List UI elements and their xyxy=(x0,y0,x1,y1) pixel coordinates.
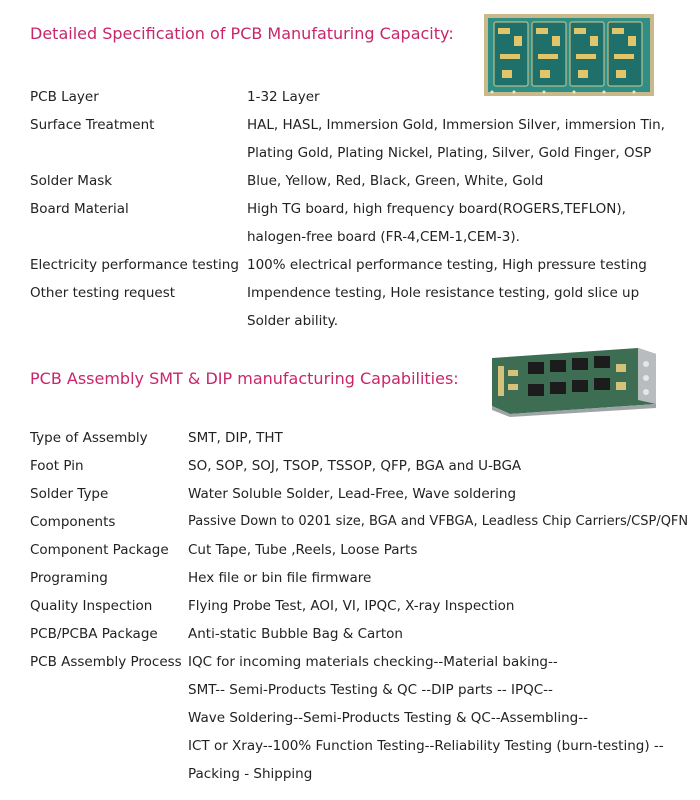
spec-value-solder-mask: Blue, Yellow, Red, Black, Green, White, Gold xyxy=(247,173,544,189)
cap-value-assembly-process-line-3: Wave Soldering--Semi-Products Testing & QC--Assembling-- xyxy=(188,710,588,726)
assembly-section-title: PCB Assembly SMT & DIP manufacturing Capabilities: xyxy=(30,369,459,388)
spec-label-electricity-testing: Electricity performance testing xyxy=(30,257,239,273)
cap-label-foot-pin: Foot Pin xyxy=(30,458,84,474)
spec-label-pcb-layer: PCB Layer xyxy=(30,89,99,105)
cap-value-type-of-assembly: SMT, DIP, THT xyxy=(188,430,283,446)
spec-label-solder-mask: Solder Mask xyxy=(30,173,113,189)
cap-value-assembly-process-line-4: ICT or Xray--100% Function Testing--Reliability Testing (burn-testing) -- xyxy=(188,738,664,754)
spec-label-surface-treatment: Surface Treatment xyxy=(30,117,155,133)
cap-value-pcba-package: Anti-static Bubble Bag & Carton xyxy=(188,626,403,642)
spec-value-board-material-line-1: High TG board, high frequency board(ROGERS,TEFLON), xyxy=(247,201,626,217)
cap-value-quality-inspection: Flying Probe Test, AOI, VI, IPQC, X-ray Inspection xyxy=(188,598,515,614)
spec-value-other-testing-line-2: Solder ability. xyxy=(247,313,339,329)
cap-label-assembly-process: PCB Assembly Process xyxy=(30,654,182,670)
spec-value-board-material-line-2: halogen-free board (FR-4,CEM-1,CEM-3). xyxy=(247,229,520,245)
cap-value-component-package: Cut Tape, Tube ,Reels, Loose Parts xyxy=(188,542,418,558)
cap-label-components: Components xyxy=(30,514,116,530)
spec-value-other-testing-line-1: Impendence testing, Hole resistance testing, gold slice up xyxy=(247,285,640,301)
pcb-panel-image xyxy=(484,14,654,96)
cap-label-component-package: Component Package xyxy=(30,542,169,558)
cap-value-assembly-process-line-2: SMT-- Semi-Products Testing & QC --DIP parts -- IPQC-- xyxy=(188,682,553,698)
cap-label-type-of-assembly: Type of Assembly xyxy=(30,430,148,446)
cap-label-pcba-package: PCB/PCBA Package xyxy=(30,626,158,642)
cap-value-assembly-process-line-1: IQC for incoming materials checking--Material baking-- xyxy=(188,654,558,670)
cap-value-foot-pin: SO, SOP, SOJ, TSOP, TSSOP, QFP, BGA and U-BGA xyxy=(188,458,522,474)
manufacturing-section-title: Detailed Specification of PCB Manufaturing Capacity: xyxy=(30,24,454,43)
cap-label-solder-type: Solder Type xyxy=(30,486,109,502)
cap-value-components: Passive Down to 0201 size, BGA and VFBGA, Leadless Chip Carriers/CSP/QFN xyxy=(188,514,689,529)
cap-label-quality-inspection: Quality Inspection xyxy=(30,598,153,614)
cap-value-assembly-process-line-5: Packing - Shipping xyxy=(188,766,313,782)
spec-label-other-testing: Other testing request xyxy=(30,285,176,301)
spec-label-board-material: Board Material xyxy=(30,201,129,217)
spec-value-surface-treatment-line-2: Plating Gold, Plating Nickel, Plating, Silver, Gold Finger, OSP xyxy=(247,145,652,161)
pcba-module-image xyxy=(488,344,660,417)
spec-value-surface-treatment-line-1: HAL, HASL, Immersion Gold, Immersion Silver, immersion Tin, xyxy=(247,117,665,133)
spec-value-electricity-testing: 100% electrical performance testing, High pressure testing xyxy=(247,257,647,273)
spec-value-pcb-layer: 1-32 Layer xyxy=(247,89,320,105)
cap-label-programing: Programing xyxy=(30,570,108,586)
cap-value-solder-type: Water Soluble Solder, Lead-Free, Wave soldering xyxy=(188,486,517,502)
cap-value-programing: Hex file or bin file firmware xyxy=(188,570,372,586)
